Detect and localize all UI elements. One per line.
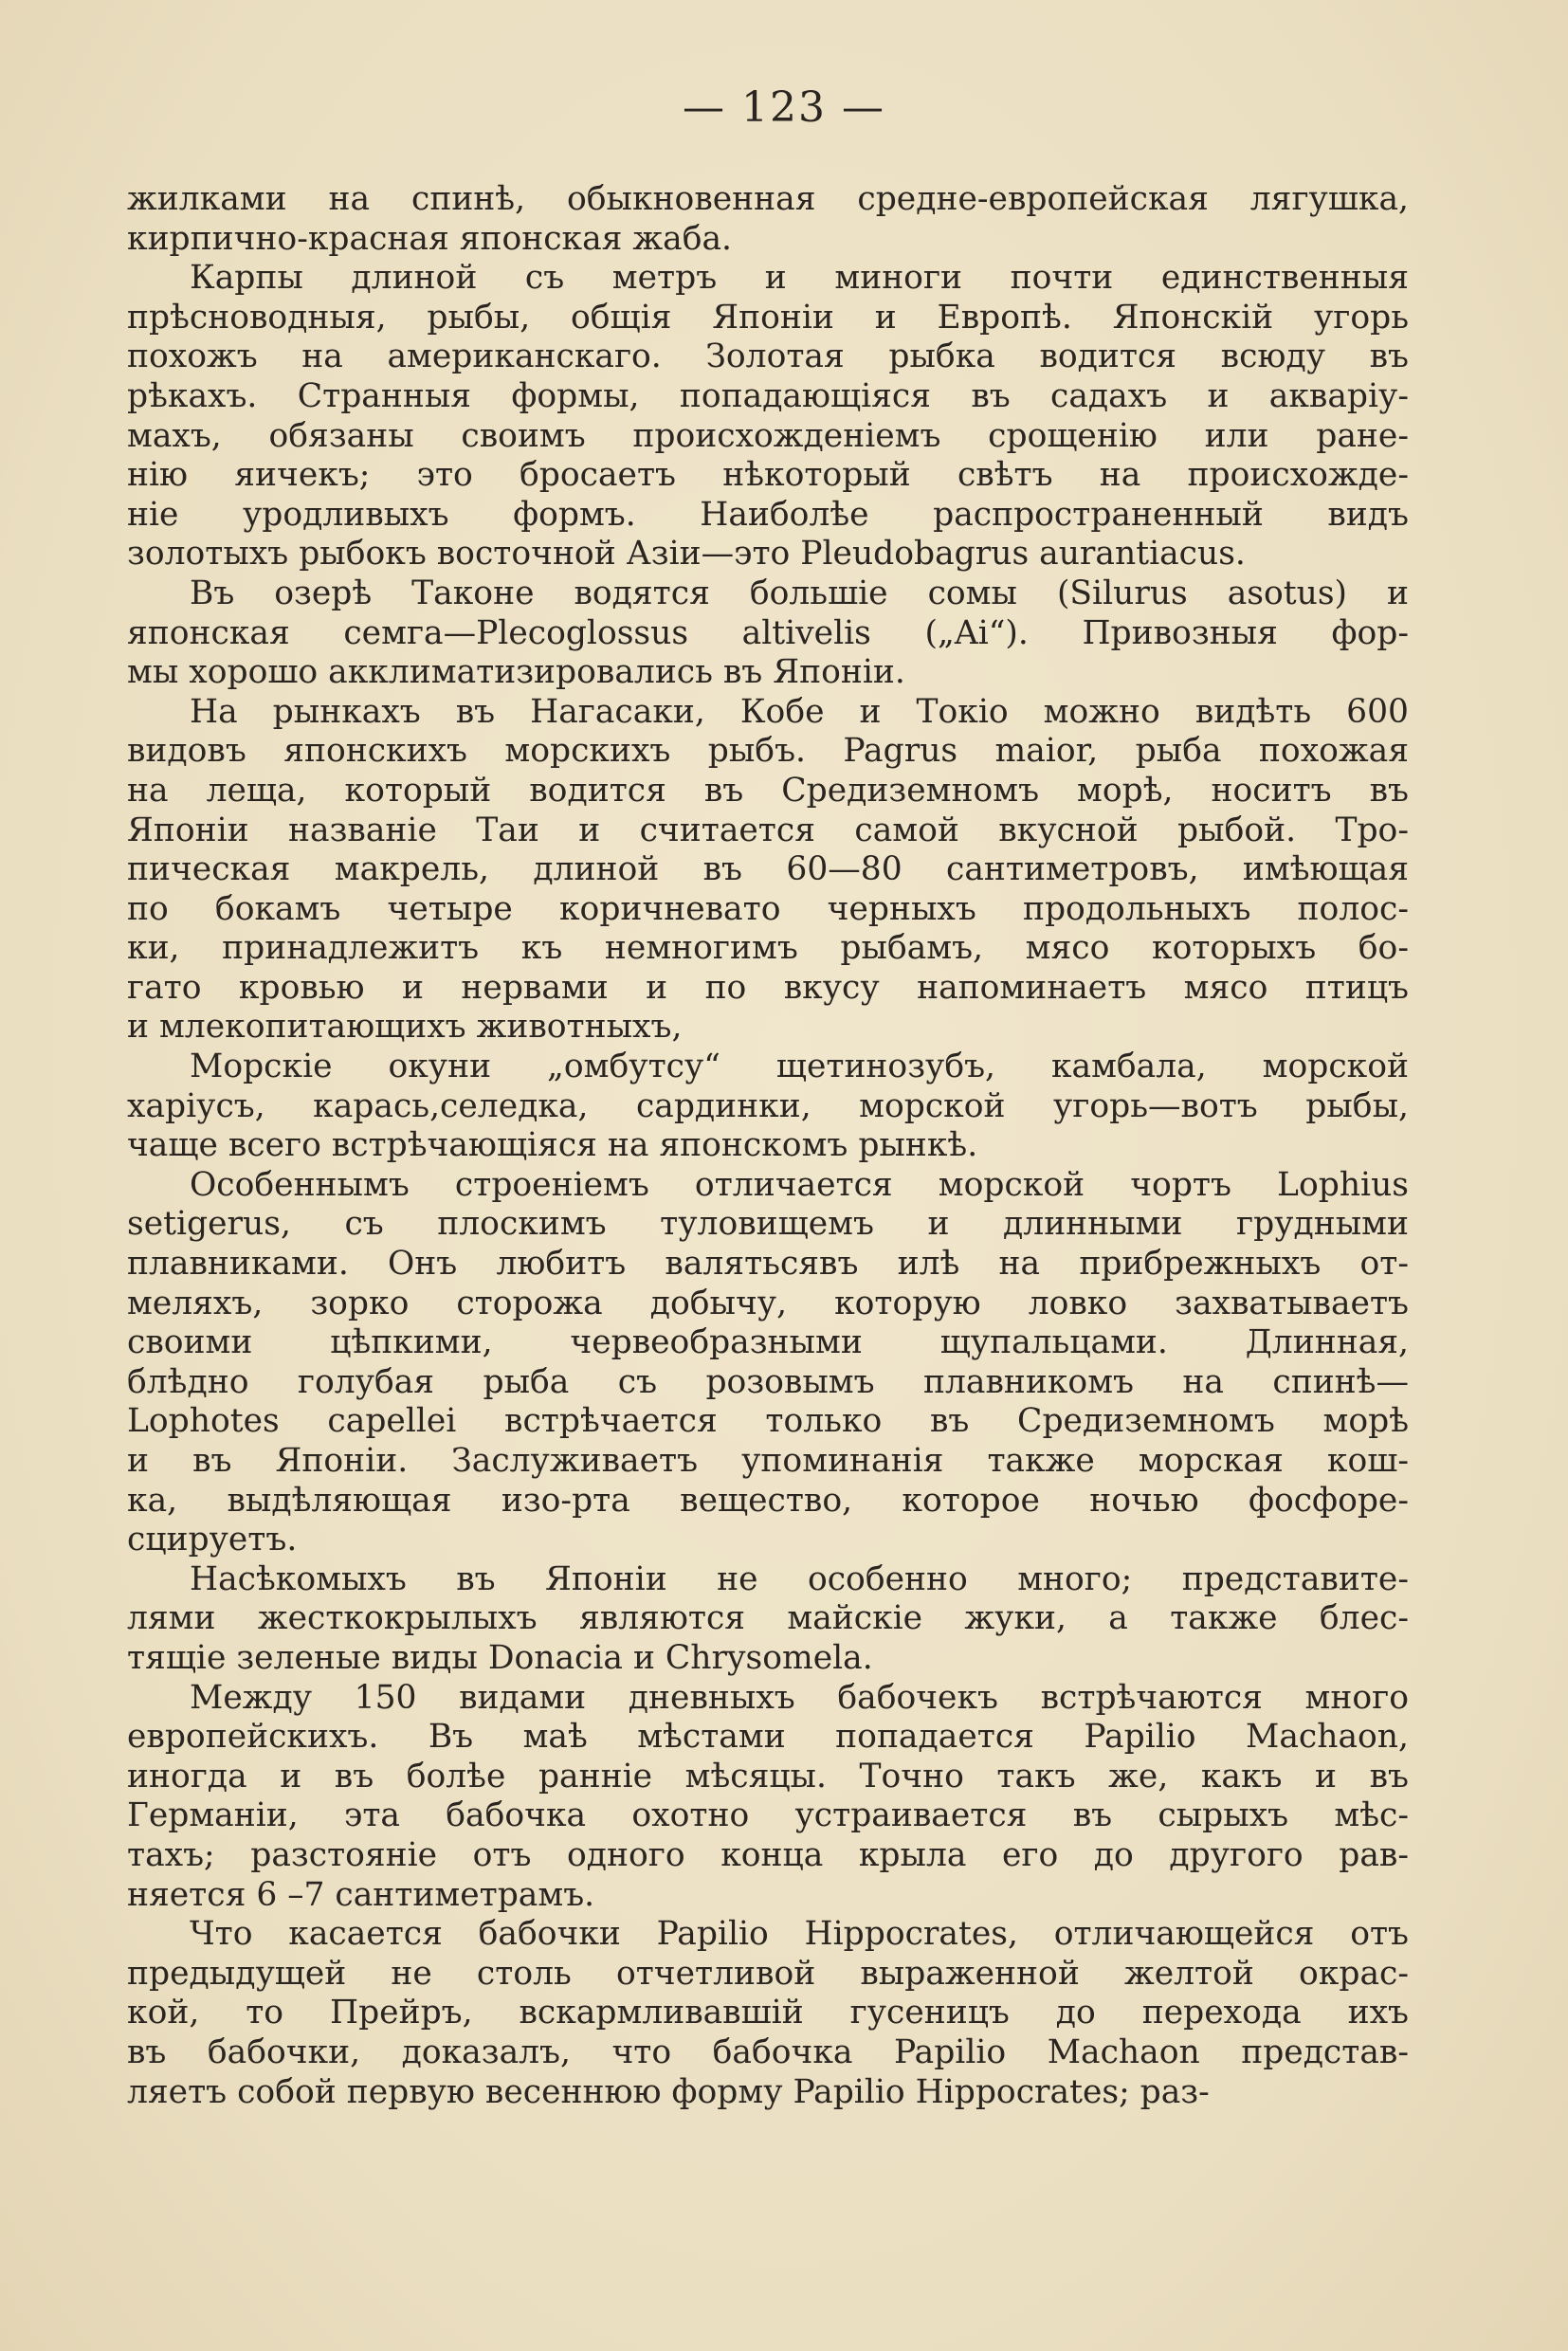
text-line: гато кровью и нервами и по вкусу напоминаетъ мясо птицъ	[127, 968, 1409, 1007]
text-line: ніе уродливыхъ формъ. Наиболѣе распространенный видъ	[127, 495, 1409, 534]
text-line: прѣсноводныя, рыбы, общія Японіи и Европѣ. Японскій угорь	[127, 298, 1409, 337]
text-line: Въ озерѣ Таконе водятся большіе сомы (Silurus asotus) и	[190, 574, 1409, 612]
text-line: похожъ на американскаго. Золотая рыбка водится всюду въ	[127, 337, 1409, 376]
text-line: блѣдно голубая рыба съ розовымъ плавникомъ на спинѣ—	[127, 1362, 1409, 1401]
text-line: сцируетъ.	[127, 1521, 298, 1559]
text-line: и въ Японіи. Заслуживаетъ упоминанія также морская кош-	[127, 1442, 1409, 1480]
text-line: тящіе зеленые виды Donacia и Chrysomela.	[127, 1638, 873, 1677]
paragraph	[127, 1560, 1409, 1679]
text-line: иногда и въ болѣе ранніе мѣсяцы. Точно такъ же, какъ и въ	[127, 1757, 1409, 1795]
paragraph	[127, 574, 1409, 693]
text-line: Lophotes capellei встрѣчается только въ Средиземномъ морѣ	[127, 1402, 1409, 1441]
text-line: махъ, обязаны своимъ происхожденіемъ срощенію или ране-	[127, 416, 1409, 455]
text-line: плавниками. Онъ любитъ валятьсявъ илѣ на прибрежныхъ от-	[127, 1245, 1409, 1284]
text-line: рѣкахъ. Странныя формы, попадающіяся въ садахъ и акваріу-	[127, 376, 1409, 415]
paragraph	[127, 1915, 1409, 2112]
text-line: ляетъ собой первую весеннюю форму Papilio Hippocrates; раз-	[127, 2072, 1210, 2111]
text-line: предыдущей не столь отчетливой выраженной желтой окрас-	[127, 1954, 1409, 1993]
text-line: тахъ; разстояніе отъ одного конца крыла его до другого рав-	[127, 1835, 1409, 1874]
paragraph	[127, 259, 1409, 574]
text-line: Что касается бабочки Papilio Hippocrates, отличающейся отъ	[190, 1915, 1409, 1954]
text-line: жилками на спинѣ, обыкновенная средне-европейская лягушка,	[127, 180, 1409, 218]
paragraph	[127, 180, 1409, 259]
text-line: Германіи, эта бабочка охотно устраивается въ сырыхъ мѣс-	[127, 1796, 1409, 1835]
text-line: Между 150 видами дневныхъ бабочекъ встрѣчаются много	[190, 1678, 1409, 1717]
text-line: Морскіе окуни „омбутсу“ щетинозубъ, камбала, морской	[190, 1048, 1409, 1086]
paragraph	[127, 693, 1409, 1048]
text-line: японская семга—Plecoglossus altivelis („Ai“). Привозныя фор-	[127, 613, 1409, 652]
text-line: Насѣкомыхъ въ Японіи не особенно много; представите-	[190, 1559, 1409, 1598]
text-line: на леща, который водится въ Средиземномъ морѣ, носитъ въ	[127, 771, 1409, 810]
text-line: Японіи названіе Таи и считается самой вкусной рыбой. Тро-	[127, 811, 1409, 849]
page-number: — 123 —	[683, 83, 885, 132]
text-line: На рынкахъ въ Нагасаки, Кобе и Токіо можно видѣть 600	[190, 692, 1409, 731]
text-line: мы хорошо акклиматизировались въ Японіи.	[127, 653, 905, 692]
text-line: Особеннымъ строеніемъ отличается морской чортъ Lophius	[190, 1165, 1409, 1204]
text-line: пическая макрель, длиной въ 60—80 сантиметровъ, имѣющая	[127, 850, 1409, 889]
text-line: своими цѣпкими, червеобразными щупальцами. Длинная,	[127, 1323, 1409, 1362]
text-line: нію яичекъ; это бросаетъ нѣкоторый свѣтъ на происхожде-	[127, 456, 1409, 495]
paragraph	[127, 1048, 1409, 1166]
text-line: видовъ японскихъ морскихъ рыбъ. Pagrus maior, рыба похожая	[127, 732, 1409, 771]
text-line: и млекопитающихъ животныхъ,	[127, 1008, 683, 1047]
text-line: ки, принадлежитъ къ немногимъ рыбамъ, мясо которыхъ бо-	[127, 929, 1409, 968]
paragraph	[127, 1679, 1409, 1916]
text-line: няется 6 –7 сантиметрамъ.	[127, 1875, 595, 1914]
text-line: кирпично-красная японская жаба.	[127, 219, 733, 258]
text-line: Карпы длиной съ метръ и миноги почти единственныя	[190, 259, 1409, 298]
text-line: харіусъ, карась,селедка, сардинки, морской угорь—вотъ рыбы,	[127, 1086, 1409, 1125]
text-line: въ бабочки, доказалъ, что бабочка Papilio Machaon представ-	[127, 2032, 1409, 2071]
text-line: по бокамъ четыре коричневато черныхъ продольныхъ полос-	[127, 889, 1409, 928]
text-line: золотыхъ рыбокъ восточной Азіи—это Pleudobagrus aurantiacus.	[127, 535, 1246, 574]
body-text	[127, 180, 1409, 2112]
text-line: кой, то Прейръ, вскармливавшій гусеницъ до перехода ихъ	[127, 1994, 1409, 2032]
text-line: чаще всего встрѣчающіяся на японскомъ рынкѣ.	[127, 1126, 978, 1165]
text-line: меляхъ, зорко сторожа добычу, которую ловко захватываетъ	[127, 1284, 1409, 1322]
text-line: европейскихъ. Въ маѣ мѣстами попадается Papilio Machaon,	[127, 1718, 1409, 1757]
paragraph	[127, 1166, 1409, 1560]
text-line: setigerus, съ плоскимъ туловищемъ и длинными грудными	[127, 1205, 1409, 1244]
text-line: ка, выдѣляющая изо-рта вещество, которое ночью фосфоре-	[127, 1481, 1409, 1520]
text-line: лями жесткокрылыхъ являются майскіе жуки, а также блес-	[127, 1599, 1409, 1638]
